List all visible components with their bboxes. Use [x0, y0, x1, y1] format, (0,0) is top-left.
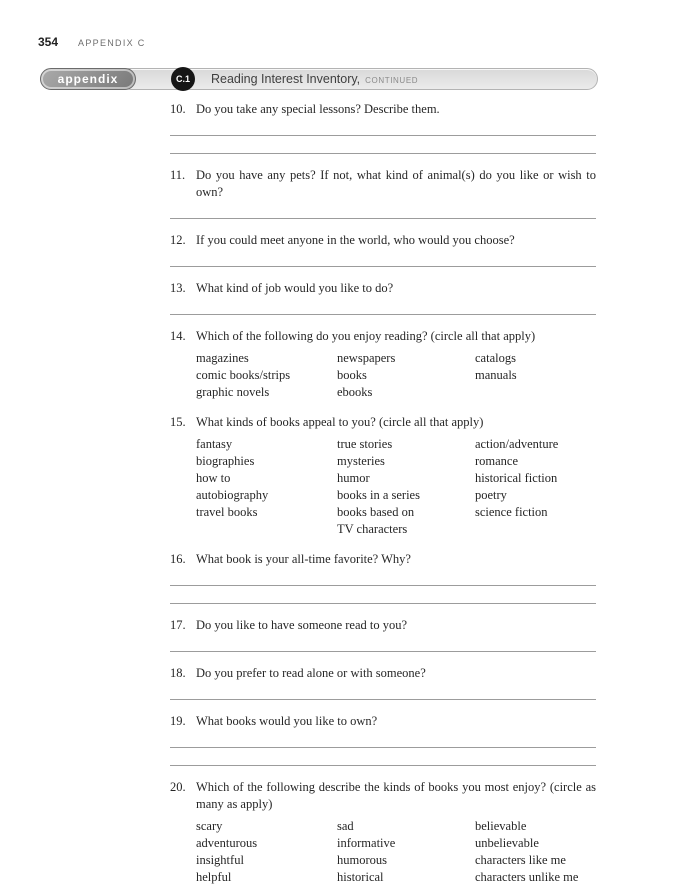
option-column	[196, 818, 337, 886]
banner-title: Reading Interest Inventory,	[211, 72, 361, 86]
option-item: books in a series	[337, 488, 420, 502]
question-number: 12.	[170, 233, 186, 247]
question-18	[170, 665, 596, 700]
option-column	[196, 350, 337, 401]
question-number: 13.	[170, 281, 186, 295]
question-14	[170, 328, 596, 401]
question-19	[170, 713, 596, 766]
appendix-badge: C.1	[171, 67, 195, 91]
option-item: informative	[337, 836, 396, 850]
option-column	[337, 350, 475, 401]
option-item: how to	[196, 471, 231, 485]
option-item: magazines	[196, 351, 249, 365]
option-item: books based on TV characters	[337, 505, 415, 536]
question-text: Do you like to have someone read to you?	[196, 618, 408, 632]
option-item: graphic novels	[196, 385, 270, 399]
option-item: true stories	[337, 437, 393, 451]
question-15	[170, 414, 596, 538]
question-12	[170, 232, 596, 267]
option-item: autobiography	[196, 488, 269, 502]
answer-line	[170, 201, 596, 219]
answer-line	[170, 730, 596, 748]
question-text: What kind of job would you like to do?	[196, 281, 394, 295]
option-item: helpful	[196, 870, 232, 884]
answer-line	[170, 136, 596, 154]
option-item: sad	[337, 819, 354, 833]
answer-line	[170, 118, 596, 136]
option-item: manuals	[475, 368, 517, 382]
option-item: adventurous	[196, 836, 258, 850]
option-column	[196, 436, 337, 538]
question-17	[170, 617, 596, 652]
answer-line	[170, 748, 596, 766]
option-item: catalogs	[475, 351, 516, 365]
question-number: 20.	[170, 780, 186, 794]
question-number: 17.	[170, 618, 186, 632]
answer-line	[170, 297, 596, 315]
answer-line	[170, 634, 596, 652]
option-item: biographies	[196, 454, 255, 468]
answer-line	[170, 568, 596, 586]
option-item: travel books	[196, 505, 258, 519]
question-number: 16.	[170, 552, 186, 566]
option-item: comic books/strips	[196, 368, 291, 382]
question-10	[170, 101, 596, 154]
option-column	[337, 818, 475, 886]
question-number: 11.	[170, 168, 186, 182]
option-item: action/adventure	[475, 437, 559, 451]
question-number: 19.	[170, 714, 186, 728]
option-item: humor	[337, 471, 370, 485]
option-item: characters like me	[475, 853, 566, 867]
option-column	[475, 436, 596, 538]
question-number: 15.	[170, 415, 186, 429]
appendix-tab: appendix	[40, 68, 136, 90]
option-column	[337, 436, 475, 538]
option-item: characters unlike me	[475, 870, 579, 884]
question-text: Which of the following do you enjoy reading? (circle all that apply)	[196, 329, 536, 343]
option-item: scary	[196, 819, 223, 833]
options-grid	[196, 818, 596, 886]
page-number: 354	[38, 35, 59, 49]
options-grid	[196, 436, 596, 538]
option-item: mysteries	[337, 454, 385, 468]
question-text: What book is your all-time favorite? Why?	[196, 552, 411, 566]
appendix-banner	[40, 67, 598, 91]
option-item: historical fiction	[475, 471, 558, 485]
answer-line	[170, 586, 596, 604]
option-item: poetry	[475, 488, 507, 502]
option-item: insightful	[196, 853, 244, 867]
option-item: believable	[475, 819, 527, 833]
question-20	[170, 779, 596, 886]
question-13	[170, 280, 596, 315]
option-item: books	[337, 368, 367, 382]
question-text: What kinds of books appeal to you? (circle all that apply)	[196, 415, 484, 429]
option-item: humorous	[337, 853, 387, 867]
option-item: ebooks	[337, 385, 373, 399]
question-number: 10.	[170, 102, 186, 116]
option-item: romance	[475, 454, 519, 468]
banner-continued-label: CONTINUED	[365, 75, 419, 85]
running-head	[38, 35, 146, 49]
option-column	[475, 350, 596, 401]
option-item: newspapers	[337, 351, 396, 365]
question-text: Do you take any special lessons? Describe them.	[196, 102, 440, 116]
option-item: fantasy	[196, 437, 233, 451]
question-text: Do you have any pets? If not, what kind of animal(s) do you like or wish to own?	[196, 168, 596, 199]
question-text: Which of the following describe the kinds of books you most enjoy? (circle as many as apply)	[196, 780, 596, 811]
option-item: historical	[337, 870, 384, 884]
question-11	[170, 167, 596, 219]
option-item: unbelievable	[475, 836, 539, 850]
answer-line	[170, 682, 596, 700]
questionnaire	[170, 101, 596, 886]
question-text: Do you prefer to read alone or with someone?	[196, 666, 426, 680]
running-head-title: APPENDIX C	[78, 38, 146, 48]
question-number: 14.	[170, 329, 186, 343]
answer-line	[170, 249, 596, 267]
question-number: 18.	[170, 666, 186, 680]
option-column	[475, 818, 596, 886]
options-grid	[196, 350, 596, 401]
question-text: If you could meet anyone in the world, who would you choose?	[196, 233, 515, 247]
question-16	[170, 551, 596, 604]
option-item: science fiction	[475, 505, 548, 519]
question-text: What books would you like to own?	[196, 714, 378, 728]
